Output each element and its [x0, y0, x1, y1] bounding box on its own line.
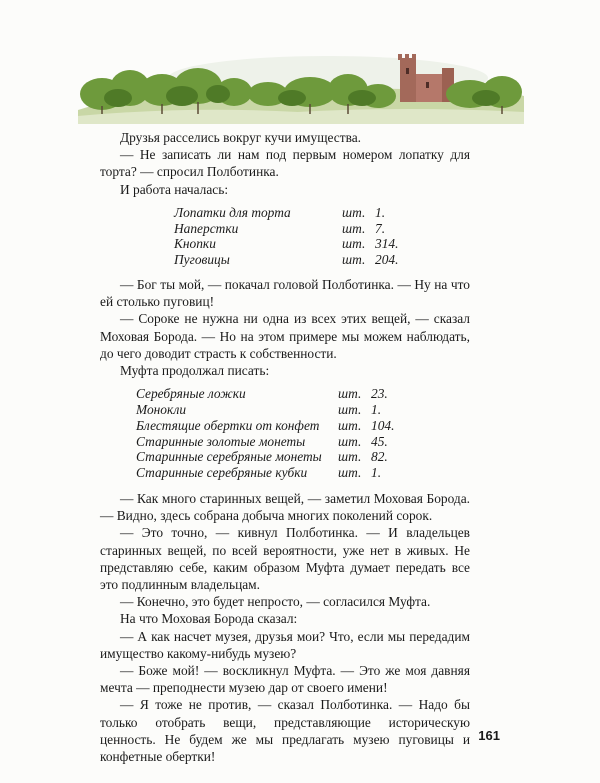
paragraph: — Бог ты мой, — покачал головой Полботинка. — Ну на что ей столько пуговиц!: [100, 277, 470, 310]
inventory-row: [174, 236, 398, 252]
inventory-qty: 82.: [371, 449, 388, 465]
inventory-row: [136, 418, 394, 434]
inventory-row: [136, 449, 394, 465]
paragraph: — А как насчет музея, друзья мои? Что, если мы передадим имущество какому-нибудь музею?: [100, 628, 470, 661]
inventory-unit: шт.: [338, 433, 362, 449]
inventory-item: Пуговицы: [174, 252, 230, 268]
inventory-row: [174, 205, 398, 221]
inventory-item: Серебряные ложки: [136, 386, 246, 402]
paragraph: — Сороке не нужна ни одна из всех этих вещей, — сказал Моховая Борода. — Но на этом примере мы можем наблюдать, до чего доводит страсть к собственности.: [100, 311, 470, 361]
inventory-qty: 1.: [375, 204, 386, 220]
inventory-row: [174, 252, 398, 268]
inventory-unit: шт.: [338, 465, 362, 481]
inventory-list-1: [174, 205, 398, 268]
inventory-unit: шт.: [342, 204, 366, 220]
inventory-row: [136, 434, 394, 450]
inventory-item: Старинные серебряные монеты: [136, 449, 322, 465]
inventory-qty: 204.: [375, 252, 399, 268]
inventory-unit: шт.: [338, 402, 362, 418]
inventory-item: Старинные золотые монеты: [136, 433, 306, 449]
inventory-qty: 23.: [371, 386, 388, 402]
inventory-row: [174, 221, 398, 237]
paragraph: — Конечно, это будет непросто, — согласился Муфта.: [120, 594, 431, 610]
inventory-list-2: [136, 386, 394, 481]
header-illustration: [78, 32, 524, 124]
paragraph: — Я тоже не против, — сказал Полботинка. — Надо бы только отобрать вещи, представляющие историческую ценность. Не будем же мы предлагать музею пуговицы и конфетные обертки!: [100, 697, 470, 765]
inventory-item: Лопатки для торта: [174, 204, 291, 220]
inventory-unit: шт.: [338, 417, 362, 433]
inventory-qty: 1.: [371, 465, 382, 481]
inventory-item: Кнопки: [174, 236, 216, 252]
inventory-unit: шт.: [338, 449, 362, 465]
inventory-item: Наперстки: [174, 220, 239, 236]
page-text: [100, 129, 470, 765]
inventory-qty: 7.: [375, 220, 386, 236]
inventory-row: [136, 465, 394, 481]
inventory-item: Старинные серебряные кубки: [136, 465, 308, 481]
paragraph: — Боже мой! — воскликнул Муфта. — Это же моя давняя мечта — преподнести музею дар от своего имени!: [100, 663, 470, 696]
inventory-item: Блестящие обертки от конфет: [136, 417, 320, 433]
inventory-unit: шт.: [342, 220, 366, 236]
inventory-qty: 1.: [371, 402, 382, 418]
inventory-qty: 45.: [371, 433, 388, 449]
paragraph: На что Моховая Борода сказал:: [120, 611, 298, 627]
paragraph: Муфта продолжал писать:: [120, 363, 270, 379]
inventory-item: Монокли: [136, 402, 187, 418]
paragraph: — Не записать ли нам под первым номером лопатку для торта? — спросил Полботинка.: [100, 147, 470, 180]
paragraph: — Это точно, — кивнул Полботинка. — И владельцев старинных вещей, по всей вероятности, уже нет в живых. Не представляю себе, каким образом Муфта думает передать все это подлинным владельцам.: [100, 525, 470, 593]
paragraph: Друзья расселись вокруг кучи имущества.: [120, 130, 362, 145]
paragraph: — Как много старинных вещей, — заметил Моховая Борода. — Видно, здесь собрана добыча многих поколений сорок.: [100, 491, 470, 524]
inventory-row: [136, 386, 394, 402]
inventory-unit: шт.: [338, 386, 362, 402]
inventory-unit: шт.: [342, 252, 366, 268]
inventory-unit: шт.: [342, 236, 366, 252]
inventory-qty: 104.: [371, 417, 395, 433]
page-number: 161: [478, 728, 500, 743]
inventory-qty: 314.: [375, 236, 399, 252]
inventory-row: [136, 402, 394, 418]
paragraph: И работа началась:: [120, 181, 229, 197]
